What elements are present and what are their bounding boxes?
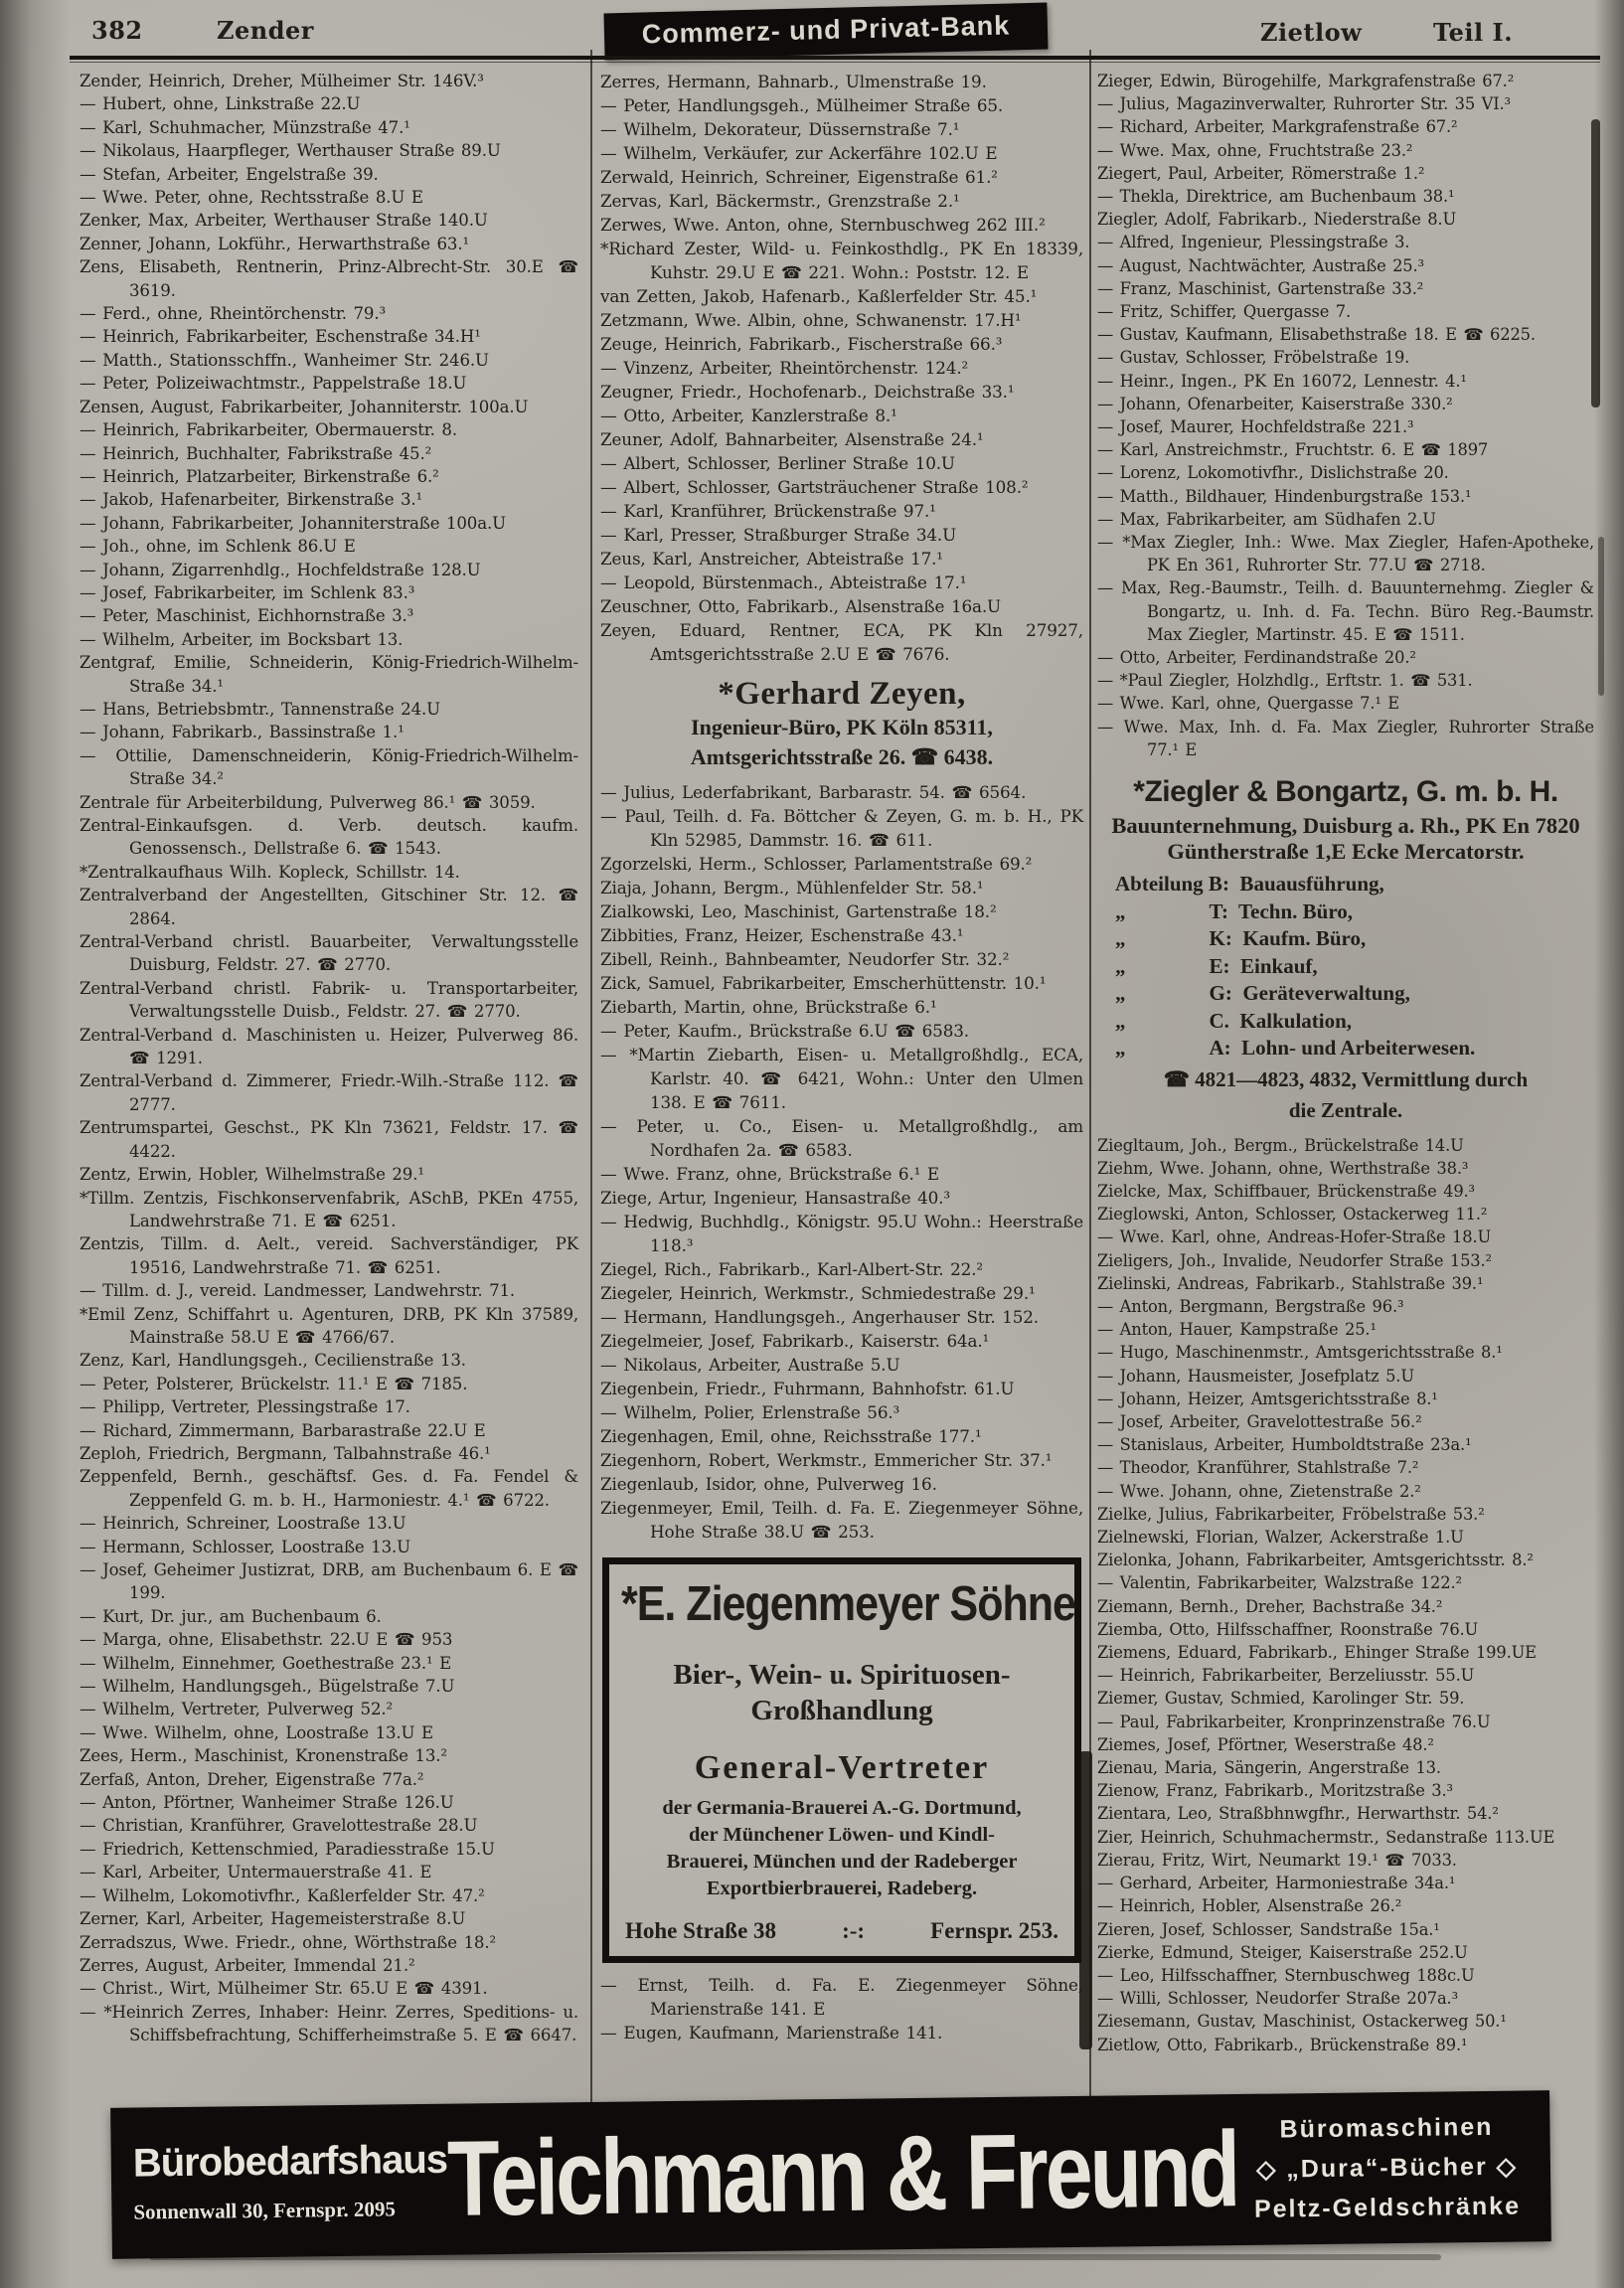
directory-entry: — Josef, Geheimer Justizrat, DRB, am Buchenbaum 6. E ☎ 199.	[80, 1560, 578, 1603]
directory-entry: — Gustav, Schlosser, Fröbelstraße 19.	[1097, 348, 1410, 368]
ziegenmeyer-ad-line: Großhandlung	[750, 1695, 933, 1726]
ziegler-bongartz-line: Güntherstraße 1,E Ecke Mercatorstr.	[1167, 839, 1525, 865]
directory-entry: — Lorenz, Lokomotivfhr., Dislichstraße 20.	[1097, 463, 1449, 483]
header-rule	[70, 56, 1600, 60]
directory-entry: Zierke, Edmund, Steiger, Kaiserstraße 252.U	[1097, 1942, 1468, 1962]
directory-entry: — Josef, Fabrikarbeiter, im Schlenk 83.³	[80, 582, 415, 602]
directory-entry: — Heinr., Ingen., PK En 16072, Lennestr. 4.¹	[1097, 371, 1467, 391]
directory-entry: — Johann, Hausmeister, Josefplatz 5.U	[1097, 1366, 1414, 1386]
buerobedarfshaus-ad	[111, 2138, 448, 2225]
directory-entry: Zerwald, Heinrich, Schreiner, Eigenstraße 61.²	[600, 167, 998, 187]
directory-entry: — Peter, u. Co., Eisen- u. Metallgroßhdlg., am Nordhafen 2a. ☎ 6583.	[600, 1116, 1083, 1160]
directory-entry: — Ernst, Teilh. d. Fa. E. Ziegenmeyer Söhne, Marienstraße 141. E	[600, 1975, 1083, 2019]
directory-entry: van Zetten, Jakob, Hafenarb., Kaßlerfelder Str. 45.¹	[600, 286, 1038, 306]
directory-entry: — Johann, Zigarrenhdlg., Hochfeldstraße 128.U	[80, 560, 481, 579]
directory-entry: — Wwe. Wilhelm, ohne, Loostraße 13.U E	[80, 1722, 433, 1742]
directory-entry: — Anton, Pförtner, Wanheimer Straße 126.U	[80, 1793, 454, 1813]
directory-entry: Zentrumspartei, Geschst., PK Kln 73621, Feldstr. 17. ☎ 4422.	[80, 1118, 578, 1161]
directory-entry: Ziesemann, Gustav, Maschinist, Ostackerweg 50.¹	[1097, 2012, 1507, 2032]
department-line: „ C. Kalkulation,	[1115, 1008, 1353, 1033]
department-line: „ K: Kaufm. Büro,	[1115, 926, 1367, 951]
directory-entry: — Heinrich, Hobler, Alsenstraße 26.²	[1097, 1896, 1402, 1916]
directory-entry: Zensen, August, Fabrikarbeiter, Johanniterstr. 100a.U	[80, 397, 529, 416]
directory-entry: — Joh., ohne, im Schlenk 86.U E	[80, 537, 356, 557]
directory-entry: — Philipp, Vertreter, Plessingstraße 17.	[80, 1397, 410, 1417]
directory-entry: Zender, Heinrich, Dreher, Mülheimer Str. 146V.³	[80, 72, 484, 90]
directory-entry: Zier, Heinrich, Schuhmachermstr., Sedanstraße 113.UE	[1097, 1827, 1555, 1847]
directory-entry: — Josef, Arbeiter, Gravelottestraße 56.²	[1097, 1412, 1422, 1432]
directory-entry: — Karl, Arbeiter, Untermauerstraße 41. E	[80, 1863, 432, 1882]
directory-entry: — *Heinrich Zerres, Inhaber: Heinr. Zerres, Speditions- u. Schiffsbefrachtung, Schifferheimstraße 5. E ☎ 6647.	[80, 2002, 578, 2045]
directory-entry: Zerfaß, Anton, Dreher, Eigenstraße 77a.²	[80, 1769, 424, 1789]
directory-column-left	[80, 70, 578, 2047]
directory-entry: — Richard, Arbeiter, Markgrafenstraße 67.²	[1097, 117, 1458, 137]
directory-entry: — Vinzenz, Arbeiter, Rheintörchenstr. 124.²	[600, 358, 969, 378]
directory-entry: — Wilhelm, Dekorateur, Düssernstraße 7.¹	[600, 119, 960, 139]
directory-entry: — Thekla, Direktrice, am Buchenbaum 38.¹	[1097, 187, 1455, 207]
directory-entry: — Heinrich, Fabrikarbeiter, Obermauerstr. 8.	[80, 420, 457, 440]
directory-entry: Ziegenlaub, Isidor, ohne, Pulverweg 16.	[600, 1474, 937, 1494]
directory-entry: — Otto, Arbeiter, Ferdinandstraße 20.²	[1097, 648, 1416, 668]
directory-entry: Zeyen, Eduard, Rentner, ECA, PK Kln 27927, Amtsgerichtsstraße 2.U E ☎ 7676.	[600, 620, 1083, 664]
ziegler-bongartz-departments	[1097, 871, 1594, 1062]
zeyen-ad	[600, 676, 1083, 772]
directory-entry: Zierau, Fritz, Wirt, Neumarkt 19.¹ ☎ 7033.	[1097, 1850, 1457, 1870]
directory-entry: — Hugo, Maschinenmstr., Amtsgerichtsstraße 8.¹	[1097, 1343, 1503, 1363]
directory-entry: Zietlow, Otto, Fabrikarb., Brückenstraße 89.¹	[1097, 2035, 1468, 2054]
directory-entry: — Karl, Schuhmacher, Münzstraße 47.¹	[80, 117, 410, 137]
directory-entry: Zieren, Josef, Schlosser, Sandstraße 15a.¹	[1097, 1919, 1440, 1939]
ziegler-bongartz-phone: ☎ 4821—4823, 4832, Vermittlung durch	[1163, 1066, 1529, 1091]
directory-entry: *Tillm. Zentzis, Fischkonservenfabrik, ASchB, PKEn 4755, Landwehrstraße 71. E ☎ 6251.	[80, 1188, 578, 1230]
directory-entry: — Wilhelm, Arbeiter, im Bocksbart 13.	[80, 629, 404, 649]
directory-entry: — Hans, Betriebsbmtr., Tannenstraße 24.U	[80, 699, 440, 719]
header-part-label: Teil I.	[1433, 18, 1514, 47]
directory-entry: — Hermann, Handlungsgeh., Angerhauser Str. 152.	[600, 1307, 1039, 1327]
directory-entry: — Johann, Heizer, Amtsgerichtsstraße 8.¹	[1097, 1389, 1438, 1408]
directory-entry: Zervas, Karl, Bäckermstr., Grenzstraße 2.¹	[600, 191, 960, 211]
directory-entry: — Wilhelm, Polier, Erlenstraße 56.³	[600, 1402, 900, 1422]
directory-entry: Ziege, Artur, Ingenieur, Hansastraße 40.³	[600, 1188, 950, 1208]
directory-entry: Zeuschner, Otto, Fabrikarb., Alsenstraße 16a.U	[600, 596, 1002, 616]
directory-entry: Zielonka, Johann, Fabrikarbeiter, Amtsgerichtsstr. 8.²	[1097, 1551, 1534, 1570]
directory-entry: Zienau, Maria, Sängerin, Angerstraße 13.	[1097, 1758, 1441, 1778]
directory-entry: Zentz, Erwin, Hobler, Wilhelmstraße 29.¹	[80, 1165, 424, 1185]
ziegler-bongartz-phone2: die Zentrale.	[1288, 1097, 1403, 1122]
directory-entry: — Willi, Schlosser, Neudorfer Straße 207a.³	[1097, 1989, 1458, 2009]
directory-entry: — Wilhelm, Lokomotivfhr., Kaßlerfelder Str. 47.²	[80, 1885, 485, 1905]
ziegenmeyer-ad-body-line: der Germania-Brauerei A.-G. Dortmund,	[662, 1797, 1022, 1819]
directory-entry: Ziegelmeier, Josef, Fabrikarb., Kaiserstr. 64a.¹	[600, 1331, 990, 1351]
directory-entry: Zibbities, Franz, Heizer, Eschenstraße 43.¹	[600, 925, 964, 945]
header-keyword-right: Zietlow	[1260, 18, 1363, 47]
directory-entry: Zetzmann, Wwe. Albin, ohne, Schwanenstr. 17.H¹	[600, 310, 1022, 330]
directory-entry: Zerner, Karl, Arbeiter, Hagemeisterstraße 8.U	[80, 1909, 466, 1929]
directory-entry: — Wwe. Max, Inh. d. Fa. Max Ziegler, Ruhrorter Straße 77.¹ E	[1097, 717, 1594, 759]
directory-entry: — Karl, Anstreichmstr., Fruchtstr. 6. E ☎ 1897	[1097, 440, 1489, 460]
directory-entry: — Johann, Ofenarbeiter, Kaiserstraße 330.²	[1097, 394, 1453, 413]
directory-entry: — Anton, Hauer, Kampstraße 25.¹	[1097, 1320, 1377, 1340]
bank-banner-ad: Commerz- und Privat-Bank	[603, 3, 1048, 61]
directory-entry: Zens, Elisabeth, Rentnerin, Prinz-Albrecht-Str. 30.E ☎ 3619.	[80, 257, 578, 300]
directory-entry: Zentralverband der Angestellten, Gitschiner Str. 12. ☎ 2864.	[80, 886, 578, 928]
directory-entry: — Matth., Stationsschffn., Wanheimer Str. 246.U	[80, 350, 489, 370]
directory-entry: Zentral-Verband christl. Bauarbeiter, Verwaltungsstelle Duisburg, Feldstr. 27. ☎ 2770.	[80, 932, 578, 975]
ziegenmeyer-ad-title: *E. Ziegenmeyer Söhne	[621, 1576, 1075, 1632]
department-line: „ G: Geräteverwaltung,	[1115, 981, 1410, 1006]
directory-entry: Zeuner, Adolf, Bahnarbeiter, Alsenstraße 24.¹	[600, 429, 984, 449]
buerobedarfshaus-title: Bürobedarfshaus	[132, 2137, 448, 2186]
department-line: „ E: Einkauf,	[1115, 953, 1318, 978]
directory-entry: Zees, Herm., Maschinist, Kronenstraße 13.²	[80, 1746, 447, 1766]
ziegenmeyer-ad-separator: :-:	[842, 1918, 866, 1943]
directory-entry: Ziebarth, Martin, ohne, Brückstraße 6.¹	[600, 997, 937, 1017]
header-rule-thin	[70, 62, 1600, 63]
directory-entry: — Eugen, Kaufmann, Marienstraße 141.	[600, 2023, 943, 2043]
directory-entry: — Leo, Hilfsschaffner, Sternbuschweg 188c.U	[1097, 1965, 1475, 1985]
directory-entry: — Heinrich, Schreiner, Loostraße 13.U	[80, 1514, 406, 1534]
directory-entry: Zentral-Verband d. Maschinisten u. Heizer, Pulverweg 86. ☎ 1291.	[80, 1025, 578, 1068]
directory-entry: — Marga, ohne, Elisabethstr. 22.U E ☎ 953	[80, 1630, 453, 1650]
department-line: „ A: Lohn- und Arbeiterwesen.	[1115, 1036, 1476, 1061]
directory-entry: — Richard, Zimmermann, Barbarastraße 22.U E	[80, 1420, 486, 1440]
directory-entry: Ziemens, Eduard, Fabrikarb., Ehinger Straße 199.UE	[1097, 1643, 1537, 1663]
directory-entry: Ziegeler, Heinrich, Werkmstr., Schmiedestraße 29.¹	[600, 1283, 1036, 1303]
directory-entry: — Otto, Arbeiter, Kanzlerstraße 8.¹	[600, 406, 897, 425]
directory-entry: Zieligers, Joh., Invalide, Neudorfer Straße 153.²	[1097, 1250, 1492, 1270]
directory-entry: Zielke, Julius, Fabrikarbeiter, Fröbelstraße 53.²	[1097, 1504, 1485, 1524]
ziegenmeyer-ad-footer	[621, 1918, 1062, 1944]
directory-entry: — Wilhelm, Vertreter, Pulverweg 52.²	[80, 1700, 393, 1719]
directory-entry: Zentrale für Arbeiterbildung, Pulverweg 86.¹ ☎ 3059.	[80, 792, 536, 812]
directory-entry: — Paul, Teilh. d. Fa. Böttcher & Zeyen, G. m. b. H., PK Kln 52985, Dammstr. 16. ☎ 611.	[600, 806, 1083, 850]
bueromaschinen-ad	[1236, 2106, 1550, 2229]
directory-entry: Zentral-Verband christl. Fabrik- u. Transportarbeiter, Verwaltungsstelle Duisb., Feldstr. 27. ☎ 2770.	[80, 978, 578, 1022]
directory-entry: — Anton, Bergmann, Bergstraße 96.³	[1097, 1297, 1404, 1317]
directory-entry: Zentral-Verband d. Zimmerer, Friedr.-Wilh.-Straße 112. ☎ 2777.	[80, 1071, 578, 1114]
directory-entry: — Josef, Maurer, Hochfeldstraße 221.³	[1097, 417, 1414, 437]
directory-entry: Zeploh, Friedrich, Bergmann, Talbahnstraße 46.¹	[80, 1443, 491, 1463]
bueromaschinen-ad-line: ◇ „Dura“-Bücher ◇	[1255, 2152, 1519, 2184]
zeyen-ad-line: Amtsgerichtsstraße 26. ☎ 6438.	[690, 744, 994, 769]
directory-entry: Ziegltaum, Joh., Bergm., Brückelstraße 14.U	[1097, 1135, 1464, 1155]
directory-entry: — Wwe. Peter, ohne, Rechtsstraße 8.U E	[80, 188, 423, 208]
directory-entry: *Richard Zester, Wild- u. Feinkosthdlg., PK En 18339, Kuhstr. 29.U E ☎ 221. Wohn.: Poststr. 12. E	[600, 239, 1083, 282]
bueromaschinen-ad-line: Büromaschinen	[1279, 2112, 1494, 2144]
directory-entry: — Paul, Fabrikarbeiter, Kronprinzenstraße 76.U	[1097, 1712, 1491, 1731]
ziegenmeyer-ad-body	[621, 1795, 1062, 1902]
directory-entry: Zenker, Max, Arbeiter, Werthauser Straße 140.U	[80, 211, 488, 231]
directory-entry: Zgorzelski, Herm., Schlosser, Parlamentstraße 69.²	[600, 854, 1033, 874]
ziegenmeyer-ad-line: Bier-, Wein- u. Spirituosen-	[673, 1659, 1011, 1691]
buerobedarfshaus-address: Sonnenwall 30, Fernspr. 2095	[133, 2197, 397, 2224]
directory-entry: — Christ., Wirt, Mülheimer Str. 65.U E ☎ 4391.	[80, 1979, 488, 1999]
directory-entry: — Peter, Polizeiwachtmstr., Pappelstraße 18.U	[80, 374, 467, 394]
directory-entry: — Gustav, Kaufmann, Elisabethstraße 18. E ☎ 6225.	[1097, 325, 1536, 345]
directory-entry: *Emil Zenz, Schiffahrt u. Agenturen, DRB, PK Kln 37589, Mainstraße 58.U E ☎ 4766/67.	[80, 1304, 578, 1347]
directory-entry: Zielinski, Andreas, Fabrikarb., Stahlstraße 39.¹	[1097, 1273, 1484, 1293]
directory-entry: Ziegel, Rich., Fabrikarb., Karl-Albert-Str. 22.²	[600, 1259, 983, 1279]
directory-entry: Zenz, Karl, Handlungsgeh., Cecilienstraße 13.	[80, 1351, 466, 1371]
zeyen-ad-title: *Gerhard Zeyen,	[718, 676, 966, 712]
directory-entry: — Johann, Fabrikarbeiter, Johanniterstraße 100a.U	[80, 513, 506, 533]
directory-entry: — Hermann, Schlosser, Loostraße 13.U	[80, 1537, 410, 1556]
ziegenmeyer-ad-subtitle: General-Vertreter	[694, 1749, 990, 1786]
entry-list	[600, 70, 1083, 666]
directory-entry: — *Max Ziegler, Inh.: Wwe. Max Ziegler, Hafen-Apotheke, PK En 361, Ruhrorter Str. 77.U ☎ 2718.	[1097, 533, 1594, 575]
directory-entry: Zeugner, Friedr., Hochofenarb., Deichstraße 33.¹	[600, 382, 1015, 402]
department-line: Abteilung B: Bauausführung,	[1115, 872, 1384, 897]
department-line: „ T: Techn. Büro,	[1115, 899, 1354, 923]
bottom-ad-banner	[110, 2090, 1551, 2259]
directory-entry: Ziegler, Adolf, Fabrikarb., Niederstraße 8.U	[1097, 210, 1457, 230]
directory-entry: Zientara, Leo, Straßbhnwgfhr., Herwarthstr. 54.²	[1097, 1804, 1499, 1824]
column-divider	[1089, 50, 1091, 2103]
directory-entry: — Hubert, ohne, Linkstraße 22.U	[80, 94, 361, 114]
directory-entry: Ziegenhorn, Robert, Werkmstr., Emmericher Str. 37.¹	[600, 1450, 1053, 1470]
directory-entry: Zieger, Edwin, Bürogehilfe, Markgrafenstraße 67.²	[1097, 72, 1515, 90]
ziegler-bongartz-line: Bauunternehmung, Duisburg a. Rh., PK En 7820	[1111, 813, 1580, 839]
directory-entry: *Zentralkaufhaus Wilh. Kopleck, Schillstr. 14.	[80, 862, 460, 882]
directory-entry: Zielnewski, Florian, Walzer, Ackerstraße 1.U	[1097, 1528, 1464, 1548]
directory-entry: Ziegenbein, Friedr., Fuhrmann, Bahnhofstr. 61.U	[600, 1379, 1015, 1398]
directory-entry: — Wwe. Karl, ohne, Quergasse 7.¹ E	[1097, 694, 1400, 714]
directory-entry: Zenner, Johann, Lokführ., Herwarthstraße 63.¹	[80, 234, 469, 253]
directory-entry: — Nikolaus, Arbeiter, Austraße 5.U	[600, 1355, 900, 1375]
directory-column-right	[1097, 70, 1594, 2056]
directory-entry: Zialkowski, Leo, Maschinist, Gartenstraße 18.²	[600, 901, 997, 921]
directory-entry: — Albert, Schlosser, Gartsträuchener Straße 108.²	[600, 477, 1029, 497]
directory-entry: — Wwe. Max, ohne, Fruchtstraße 23.²	[1097, 140, 1413, 160]
bueromaschinen-ad-line: Peltz-Geldschränke	[1253, 2192, 1522, 2223]
directory-entry: — Max, Reg.-Baumstr., Teilh. d. Bauunternehmg. Ziegler & Bongartz, u. Inh. d. Fa. Techn. Büro Reg.-Baumstr. Max Ziegler, Martinstr. 45. E ☎ 1511.	[1097, 578, 1594, 644]
zeyen-ad-line: Ingenieur-Büro, PK Köln 85311,	[691, 715, 993, 739]
entry-list	[1097, 1134, 1594, 2056]
ziegenmeyer-ad-body-line: Brauerei, München und der Radeberger	[666, 1851, 1018, 1873]
entry-list	[80, 70, 578, 2047]
directory-entry: — Heinrich, Platzarbeiter, Birkenstraße 6.²	[80, 466, 439, 486]
directory-entry: — Gerhard, Arbeiter, Harmoniestraße 34a.¹	[1097, 1874, 1456, 1893]
directory-entry: Ziegert, Paul, Arbeiter, Römerstraße 1.²	[1097, 163, 1425, 183]
column-divider	[590, 50, 592, 2103]
directory-entry: — Peter, Polsterer, Brückelstr. 11.¹ E ☎ 7185.	[80, 1374, 468, 1393]
directory-entry: Ziegenmeyer, Emil, Teilh. d. Fa. E. Ziegenmeyer Söhne, Hohe Straße 38.U ☎ 253.	[600, 1498, 1083, 1542]
directory-entry: — Kurt, Dr. jur., am Buchenbaum 6.	[80, 1606, 382, 1626]
directory-entry: Ziemer, Gustav, Schmied, Karolinger Str. 59.	[1097, 1689, 1465, 1709]
directory-entry: Zentgraf, Emilie, Schneiderin, König-Friedrich-Wilhelm-Straße 34.¹	[80, 653, 578, 696]
directory-entry: Zibell, Reinh., Bahnbeamter, Neudorfer Str. 32.²	[600, 949, 1010, 969]
directory-entry: — Heinrich, Fabrikarbeiter, Berzeliusstr. 55.U	[1097, 1666, 1475, 1686]
directory-entry: — *Paul Ziegler, Holzhdlg., Erftstr. 1. ☎ 531.	[1097, 671, 1473, 691]
page-left-shadow	[0, 0, 70, 2288]
ziegenmeyer-ad-phone: Fernspr. 253.	[930, 1918, 1058, 1943]
directory-entry: Zerres, August, Arbeiter, Immendal 21.²	[80, 1955, 415, 1975]
directory-entry: — Tillm. d. J., vereid. Landmesser, Landwehrstr. 71.	[80, 1281, 516, 1301]
directory-entry: — Alfred, Ingenieur, Plessingstraße 3.	[1097, 233, 1410, 252]
directory-entry: Zerres, Hermann, Bahnarb., Ulmenstraße 19.	[600, 72, 987, 91]
directory-entry: Ziemba, Otto, Hilfsschaffner, Roonstraße 76.U	[1097, 1619, 1479, 1639]
directory-entry: Ziegenhagen, Emil, ohne, Reichsstraße 177.¹	[600, 1426, 982, 1446]
directory-entry: Zentzis, Tillm. d. Aelt., vereid. Sachverständiger, PK 19516, Landwehrstraße 71. ☎ 6251.	[80, 1234, 578, 1277]
directory-entry: — *Martin Ziebarth, Eisen- u. Metallgroßhdlg., ECA, Karlstr. 40. ☎ 6421, Wohn.: Unter den Ulmen 138. E ☎ 7611.	[600, 1045, 1083, 1112]
directory-entry: — Karl, Kranführer, Brückenstraße 97.¹	[600, 501, 936, 521]
directory-entry: Zieglowski, Anton, Schlosser, Ostackerweg 11.²	[1097, 1205, 1488, 1225]
directory-entry: — Leopold, Bürstenmach., Abteistraße 17.¹	[600, 572, 967, 592]
directory-entry: — Peter, Kaufm., Brückstraße 6.U ☎ 6583.	[600, 1021, 969, 1041]
ziegler-bongartz-ad	[1097, 775, 1594, 1124]
ziegenmeyer-ad-body-line: der Münchener Löwen- und Kindl-	[689, 1824, 995, 1846]
directory-entry: Zerradszus, Wwe. Friedr., ohne, Wörthstraße 18.²	[80, 1932, 496, 1952]
header-keyword-left: Zender	[217, 16, 314, 45]
directory-entry: — Nikolaus, Haarpfleger, Werthauser Straße 89.U	[80, 141, 501, 161]
directory-entry: — Wwe. Johann, ohne, Zietenstraße 2.²	[1097, 1481, 1421, 1501]
directory-entry: — Wilhelm, Verkäufer, zur Ackerfähre 102.U E	[600, 143, 998, 163]
directory-entry: — Ottilie, Damenschneiderin, König-Friedrich-Wilhelm-Straße 34.²	[80, 745, 578, 789]
directory-column-middle	[600, 70, 1083, 2044]
entry-list	[1097, 70, 1594, 761]
directory-entry: Zeus, Karl, Anstreicher, Abteistraße 17.¹	[600, 549, 943, 569]
directory-entry: Zeuge, Heinrich, Fabrikarb., Fischerstraße 66.³	[600, 334, 1003, 354]
directory-entry: — Hedwig, Buchhdlg., Königstr. 95.U Wohn.: Heerstraße 118.³	[600, 1212, 1083, 1255]
directory-entry: Zentral-Einkaufsgen. d. Verb. deutsch. kaufm. Genossensch., Dellstraße 6. ☎ 1543.	[80, 816, 578, 859]
directory-entry: Zienow, Franz, Fabrikarb., Moritzstraße 3.³	[1097, 1781, 1453, 1801]
directory-entry: — Julius, Lederfabrikant, Barbarastr. 54. ☎ 6564.	[600, 782, 1027, 802]
directory-entry: — Wwe. Franz, ohne, Brückstraße 6.¹ E	[600, 1164, 939, 1184]
directory-entry: — Valentin, Fabrikarbeiter, Walzstraße 122.²	[1097, 1573, 1462, 1593]
directory-entry: — Karl, Presser, Straßburger Straße 34.U	[600, 525, 957, 545]
directory-entry: Ziehm, Wwe. Johann, ohne, Werthstraße 38.³	[1097, 1158, 1469, 1178]
directory-entry: — Jakob, Hafenarbeiter, Birkenstraße 3.¹	[80, 490, 423, 510]
entry-list	[600, 1973, 1083, 2044]
directory-entry: — Franz, Maschinist, Gartenstraße 33.²	[1097, 278, 1424, 298]
directory-entry: Zerwes, Wwe. Anton, ohne, Sternbuschweg 262 III.²	[600, 215, 1046, 235]
entry-list	[600, 780, 1083, 1544]
directory-entry: — Matth., Bildhauer, Hindenburgstraße 153.¹	[1097, 486, 1472, 506]
directory-entry: — Stanislaus, Arbeiter, Humboldtstraße 23a.¹	[1097, 1435, 1472, 1455]
directory-entry: — Johann, Fabrikarb., Bassinstraße 1.¹	[80, 723, 405, 742]
directory-entry: — August, Nachtwächter, Austraße 25.³	[1097, 255, 1424, 275]
directory-entry: — Christian, Kranführer, Gravelottestraße 28.U	[80, 1816, 478, 1836]
directory-entry: — Heinrich, Buchhalter, Fabrikstraße 45.²	[80, 443, 432, 463]
ink-streak	[1598, 537, 1604, 696]
directory-entry: — Stefan, Arbeiter, Engelstraße 39.	[80, 164, 379, 184]
directory-entry: — Peter, Maschinist, Eichhornstraße 3.³	[80, 606, 414, 626]
page-number: 382	[91, 16, 143, 45]
directory-entry: — Ferd., ohne, Rheintörchenstr. 79.³	[80, 304, 386, 324]
directory-entry: Ziemann, Bernh., Dreher, Bachstraße 34.²	[1097, 1596, 1443, 1616]
directory-entry: — Wilhelm, Handlungsgeh., Bügelstraße 7.U	[80, 1677, 455, 1697]
ziegenmeyer-ad-address: Hohe Straße 38	[625, 1918, 777, 1943]
directory-entry: — Peter, Handlungsgeh., Mülheimer Straße 65.	[600, 95, 1004, 115]
directory-entry: — Theodor, Kranführer, Stahlstraße 7.²	[1097, 1458, 1419, 1478]
directory-entry: Ziemes, Josef, Pförtner, Weserstraße 48.²	[1097, 1734, 1434, 1754]
ziegler-bongartz-title: *Ziegler & Bongartz, G. m. b. H.	[1133, 775, 1558, 809]
directory-entry: — Heinrich, Fabrikarbeiter, Eschenstraße 34.H¹	[80, 327, 481, 347]
directory-entry: Zeppenfeld, Bernh., geschäftsf. Ges. d. Fa. Fendel & Zeppenfeld G. m. b. H., Harmoniestr. 4.¹ ☎ 6722.	[80, 1467, 578, 1510]
directory-entry: — Wwe. Karl, ohne, Andreas-Hofer-Straße 18.U	[1097, 1227, 1492, 1247]
directory-entry: — Julius, Magazinverwalter, Ruhrorter Str. 35 VI.³	[1097, 94, 1511, 114]
directory-entry: — Albert, Schlosser, Berliner Straße 10.U	[600, 453, 955, 473]
directory-entry: — Max, Fabrikarbeiter, am Südhafen 2.U	[1097, 509, 1436, 529]
ziegenmeyer-ad-box	[602, 1557, 1081, 1963]
teichmann-freund-ad: Teichmann & Freund	[446, 2109, 1238, 2239]
directory-entry: — Friedrich, Kettenschmied, Paradiesstraße 15.U	[80, 1839, 495, 1859]
directory-entry: — Wilhelm, Einnehmer, Goethestraße 23.¹ E	[80, 1653, 452, 1673]
directory-entry: Zielcke, Max, Schiffbauer, Brückenstraße 49.³	[1097, 1182, 1475, 1201]
directory-entry: Ziaja, Johann, Bergm., Mühlenfelder Str. 58.¹	[600, 878, 984, 898]
ziegenmeyer-ad-body-line: Exportbierbrauerei, Radeberg.	[706, 1878, 978, 1899]
directory-entry: — Fritz, Schiffer, Quergasse 7.	[1097, 302, 1351, 322]
directory-entry: Zick, Samuel, Fabrikarbeiter, Emscherhüttenstr. 10.¹	[600, 973, 1047, 993]
